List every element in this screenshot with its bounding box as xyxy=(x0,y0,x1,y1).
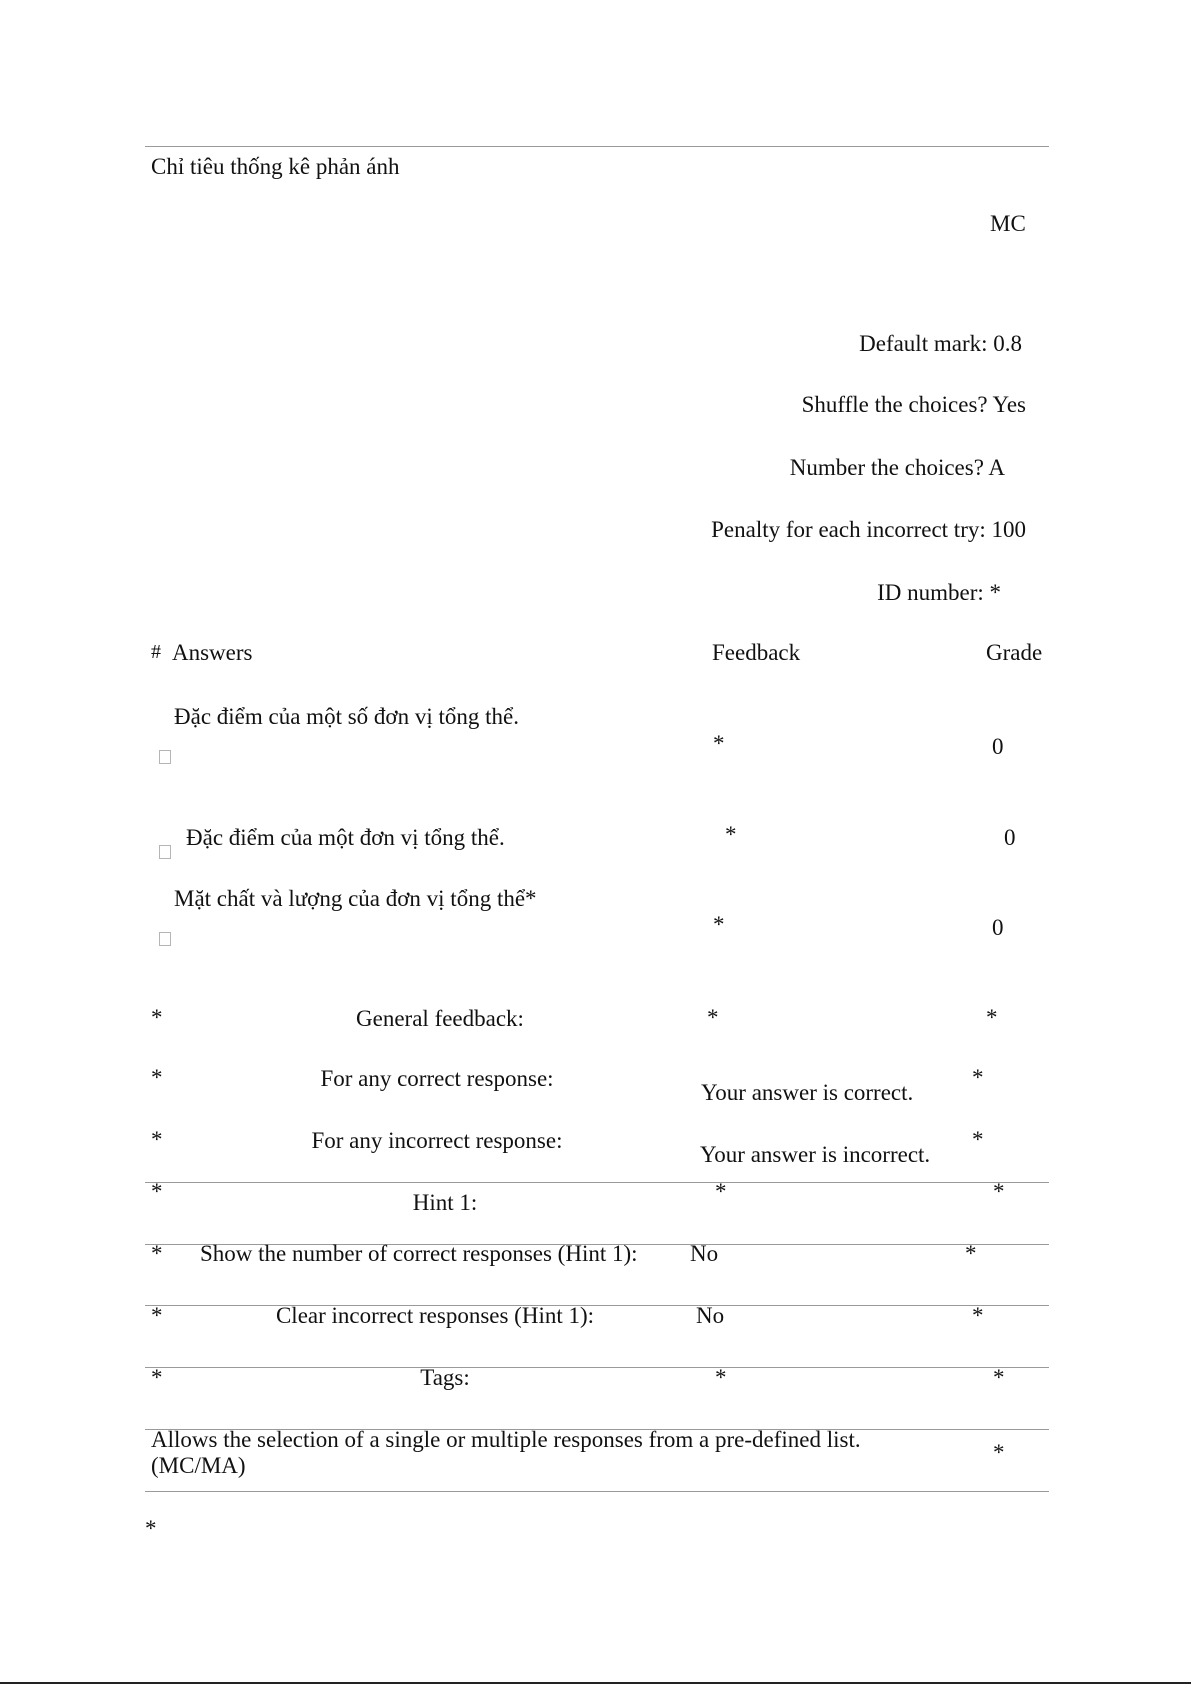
answer-checkbox[interactable] xyxy=(159,845,171,859)
description-line-2: (MC/MA) xyxy=(151,1453,246,1478)
default-mark: Default mark: 0.8 xyxy=(859,331,1022,356)
row-end-marker: * xyxy=(986,1005,998,1030)
header-hash: # xyxy=(151,641,161,663)
footer-marker: * xyxy=(145,1516,157,1541)
description-end-marker: * xyxy=(993,1440,1005,1465)
answer-feedback: * xyxy=(713,912,725,937)
tags-label: Tags: xyxy=(420,1365,470,1390)
question-title: Chỉ tiêu thống kê phản ánh xyxy=(151,154,400,179)
incorrect-response-value: Your answer is incorrect. xyxy=(700,1142,931,1167)
show-number-label: Show the number of correct responses (Hint 1): xyxy=(200,1241,638,1266)
hint-value: * xyxy=(715,1179,727,1204)
description-line-1: Allows the selection of a single or multiple responses from a pre-defined list. xyxy=(151,1427,861,1452)
row-divider xyxy=(145,1182,1049,1183)
penalty: Penalty for each incorrect try: 100 xyxy=(711,517,1026,542)
answer-checkbox[interactable] xyxy=(159,932,171,946)
row-end-marker: * xyxy=(965,1241,977,1266)
answer-text: Mặt chất và lượng của đơn vị tổng thể* xyxy=(174,886,537,911)
answer-feedback: * xyxy=(725,822,737,847)
top-divider xyxy=(145,146,1049,147)
answer-checkbox[interactable] xyxy=(159,750,171,764)
correct-response-value: Your answer is correct. xyxy=(701,1080,914,1105)
answer-grade: 0 xyxy=(992,915,1004,940)
clear-incorrect-value: No xyxy=(696,1303,725,1328)
header-feedback: Feedback xyxy=(712,640,801,665)
answer-text: Đặc điểm của một đơn vị tổng thể. xyxy=(186,825,505,850)
row-marker: * xyxy=(151,1065,163,1090)
answer-text: Đặc điểm của một số đơn vị tổng thể. xyxy=(174,704,519,729)
general-feedback-value: * xyxy=(707,1005,719,1030)
row-end-marker: * xyxy=(972,1303,984,1328)
answer-feedback: * xyxy=(713,731,725,756)
show-number-value: No xyxy=(690,1241,719,1266)
answer-grade: 0 xyxy=(992,734,1004,759)
answer-grade: 0 xyxy=(1004,825,1016,850)
clear-incorrect-label: Clear incorrect responses (Hint 1): xyxy=(275,1303,595,1328)
row-end-marker: * xyxy=(993,1179,1005,1204)
number-choices: Number the choices? A xyxy=(789,455,1005,480)
correct-response-label: For any correct response: xyxy=(320,1066,554,1091)
row-marker: * xyxy=(151,1127,163,1152)
general-feedback-label: General feedback: xyxy=(356,1006,524,1031)
header-answers: Answers xyxy=(172,640,253,665)
row-end-marker: * xyxy=(993,1365,1005,1390)
header-grade: Grade xyxy=(986,640,1043,665)
row-marker: * xyxy=(151,1365,163,1390)
incorrect-response-label: For any incorrect response: xyxy=(311,1128,563,1153)
row-divider xyxy=(145,1491,1049,1492)
tags-value: * xyxy=(715,1365,727,1390)
hint-label: Hint 1: xyxy=(412,1190,478,1215)
id-number: ID number: * xyxy=(877,580,1001,605)
row-end-marker: * xyxy=(972,1127,984,1152)
page-bottom-edge xyxy=(0,1682,1191,1684)
row-marker: * xyxy=(151,1303,163,1328)
row-marker: * xyxy=(151,1179,163,1204)
row-marker: * xyxy=(151,1005,163,1030)
shuffle-choices: Shuffle the choices? Yes xyxy=(801,392,1026,417)
row-end-marker: * xyxy=(972,1065,984,1090)
question-type: MC xyxy=(990,211,1026,236)
row-marker: * xyxy=(151,1241,163,1266)
